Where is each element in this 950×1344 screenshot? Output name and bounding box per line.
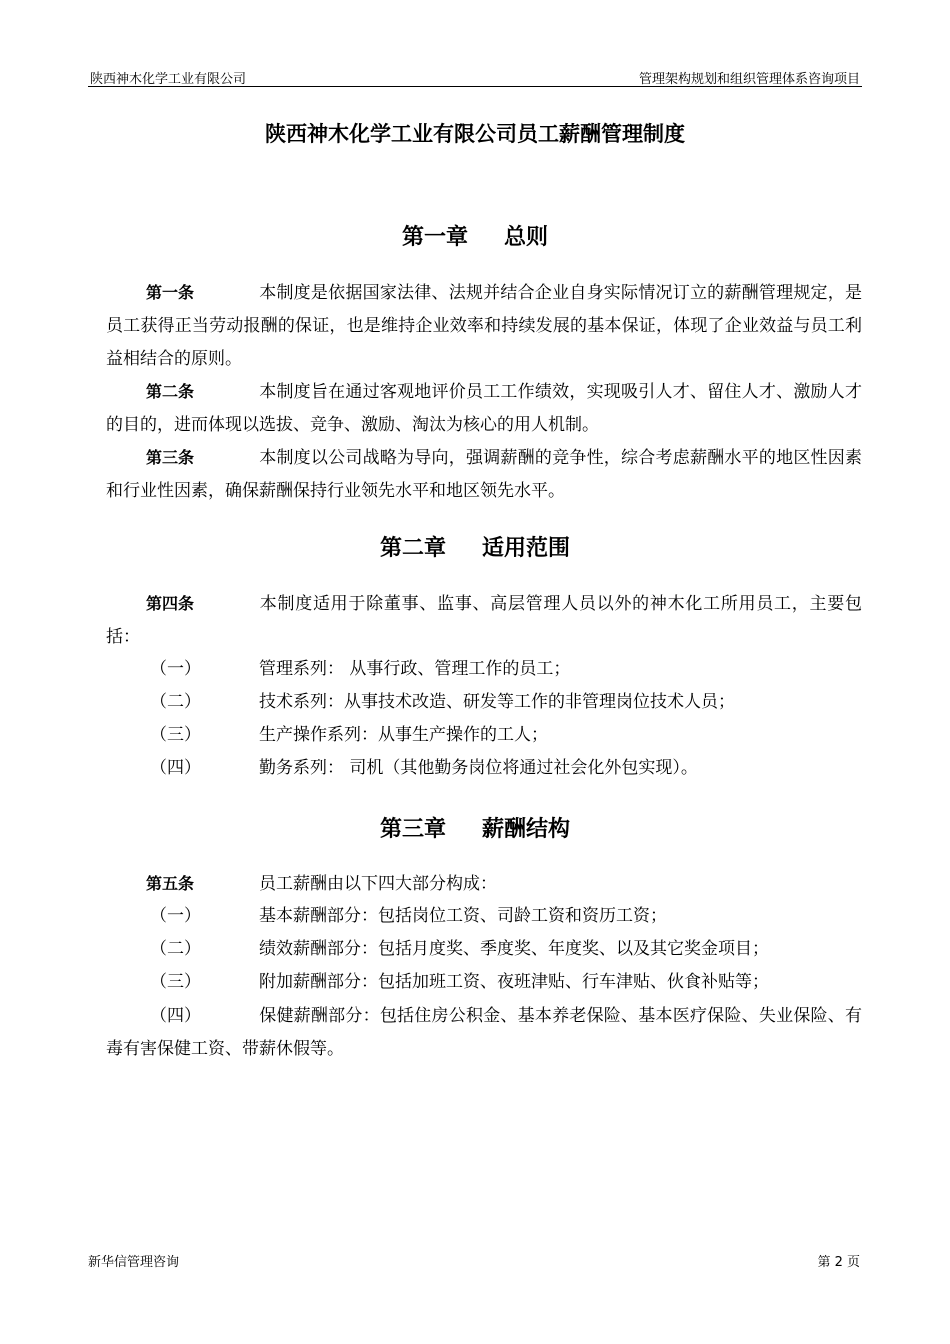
article-label: 第二条 bbox=[146, 382, 195, 401]
list-item-number: （四） bbox=[150, 758, 201, 778]
chapter-number: 第一章 bbox=[401, 225, 468, 250]
article-text: 本制度是依据国家法律、法规并结合企业自身实际情况订立的薪酬管理规定，是员工获得正当劳动报酬的保证，也是维持企业效率和持续发展的基本保证，体现了企业效益与员工利益相结合的原则。 bbox=[106, 283, 862, 369]
list-item-number: （一） bbox=[150, 906, 201, 926]
header-company: 陕西神木化学工业有限公司 bbox=[90, 72, 247, 87]
list-item-number: （一） bbox=[150, 659, 201, 679]
article-text: 本制度适用于除董事、监事、高层管理人员以外的神木化工所用员工，主要包括： bbox=[106, 594, 862, 647]
article-text: 员工薪酬由以下四大部分构成： bbox=[259, 874, 497, 894]
article-label: 第一条 bbox=[146, 283, 195, 302]
list-item bbox=[106, 686, 862, 719]
article bbox=[106, 587, 862, 654]
list-item-text: 基本薪酬部分：包括岗位工资、司龄工资和资历工资； bbox=[259, 906, 667, 926]
chapter-heading bbox=[0, 220, 950, 251]
article bbox=[106, 375, 862, 442]
page-number: 第 2 页 bbox=[817, 1255, 860, 1270]
article bbox=[106, 276, 862, 376]
chapter-heading bbox=[0, 812, 950, 843]
list-item bbox=[106, 752, 862, 785]
list-item-text: 勤务系列： 司机（其他勤务岗位将通过社会化外包实现）。 bbox=[259, 758, 698, 778]
list-item-text: 生产操作系列：从事生产操作的工人； bbox=[259, 725, 548, 745]
chapter-number: 第三章 bbox=[379, 817, 446, 842]
chapter-name: 薪酬结构 bbox=[482, 817, 571, 842]
article-label: 第四条 bbox=[146, 594, 195, 613]
list-item bbox=[106, 1000, 862, 1066]
list-item-text: 管理系列： 从事行政、管理工作的员工； bbox=[259, 659, 571, 679]
list-item-text: 附加薪酬部分：包括加班工资、夜班津贴、行车津贴、伙食补贴等； bbox=[259, 972, 769, 992]
article-label: 第五条 bbox=[146, 874, 195, 893]
chapter-name: 总则 bbox=[504, 225, 549, 250]
document-title: 陕西神木化学工业有限公司员工薪酬管理制度 bbox=[265, 122, 685, 146]
list-item bbox=[106, 653, 862, 686]
article-label: 第三条 bbox=[146, 448, 195, 467]
list-item bbox=[106, 933, 862, 966]
list-item-number: （四） bbox=[150, 1006, 201, 1026]
list-item bbox=[106, 719, 862, 752]
list-item-text: 绩效薪酬部分：包括月度奖、季度奖、年度奖、以及其它奖金项目； bbox=[259, 939, 769, 959]
list-item-number: （三） bbox=[150, 725, 201, 745]
list-item-text: 保健薪酬部分：包括住房公积金、基本养老保险、基本医疗保险、失业保险、有毒有害保健工资、带薪休假等。 bbox=[106, 1006, 862, 1059]
article-text: 本制度旨在通过客观地评价员工工作绩效，实现吸引人才、留住人才、激励人才的目的，进而体现以选拔、竞争、激励、淘汰为核心的用人机制。 bbox=[106, 382, 862, 435]
article bbox=[106, 441, 862, 508]
list-item-number: （三） bbox=[150, 972, 201, 992]
article-text: 本制度以公司战略为导向，强调薪酬的竞争性，综合考虑薪酬水平的地区性因素和行业性因素，确保薪酬保持行业领先水平和地区领先水平。 bbox=[106, 448, 862, 501]
list-item bbox=[106, 966, 862, 999]
page-header bbox=[88, 66, 862, 87]
list-item-number: （二） bbox=[150, 939, 201, 959]
list-item-number: （二） bbox=[150, 692, 201, 712]
page-footer bbox=[88, 1251, 862, 1271]
list-item-text: 技术系列：从事技术改造、研发等工作的非管理岗位技术人员； bbox=[259, 692, 735, 712]
list-item bbox=[106, 900, 862, 933]
article bbox=[106, 867, 862, 901]
chapter-number: 第二章 bbox=[379, 536, 446, 561]
chapter-name: 适用范围 bbox=[482, 536, 571, 561]
header-project: 管理架构规划和组织管理体系咨询项目 bbox=[638, 72, 860, 87]
chapter-heading bbox=[0, 531, 950, 562]
footer-firm: 新华信管理咨询 bbox=[88, 1255, 180, 1270]
